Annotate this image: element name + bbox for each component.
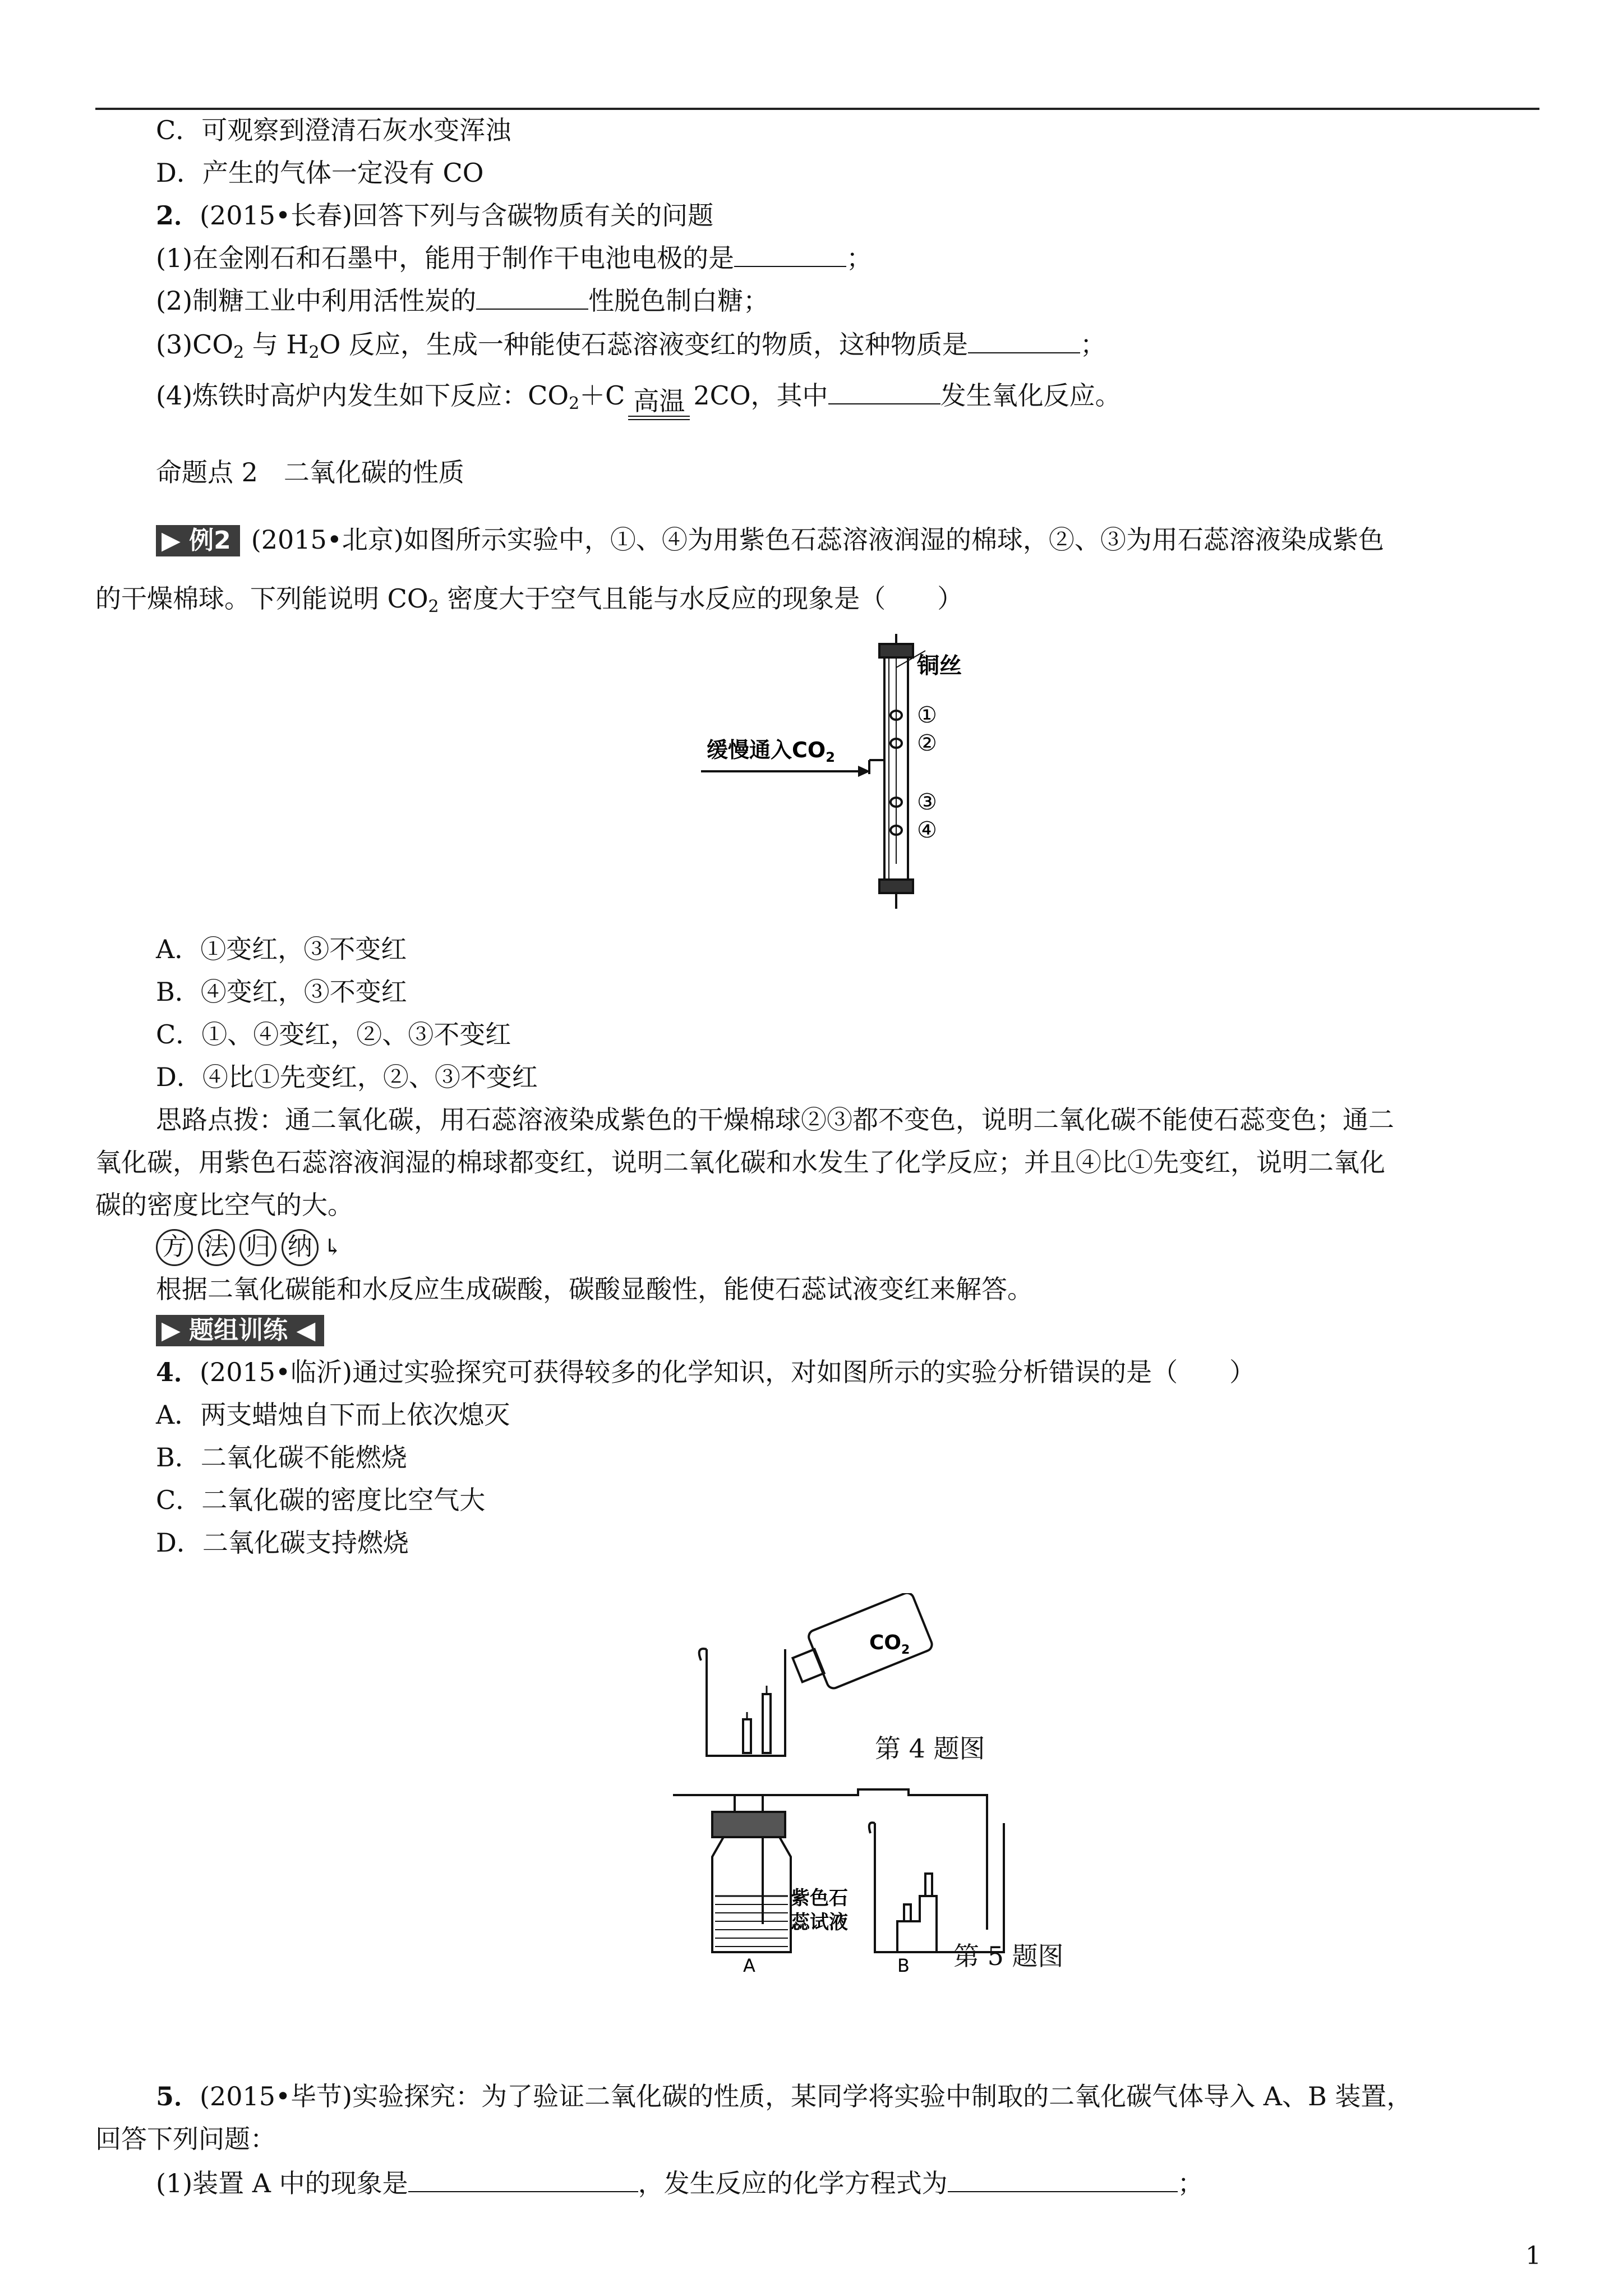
q4-stem	[156, 1354, 1255, 1390]
ex2-option-d: D．④比①先变红，②、③不变红	[156, 1062, 538, 1092]
q5-stem-line2: 回答下列问题：	[95, 2124, 276, 2154]
example-tag-text: 例2	[189, 526, 231, 555]
example2-stem-1: (2015•北京)如图所示实验中，①、④为用紫色石蕊溶液润湿的棉球，②、③为用石蕊溶液染成紫色	[251, 524, 1384, 555]
q2-part1-blank[interactable]	[734, 243, 846, 267]
method-arrow-icon: ↳	[323, 1235, 343, 1260]
q2-part2-end: 性脱色制白糖；	[588, 286, 769, 316]
q4-number: 4．	[156, 1357, 200, 1387]
q4-option-d: D．二氧化碳支持燃烧	[156, 1527, 409, 1558]
top-stopper	[879, 644, 913, 657]
litmus-label-2: 蕊试液	[791, 1911, 848, 1934]
q5-part1-a: (1)装置 A 中的现象是	[156, 2168, 408, 2198]
q1-option-d: D．产生的气体一定没有 CO	[156, 158, 484, 188]
ex2-option-b: B．④变红，③不变红	[156, 977, 407, 1007]
bottle-label-text: CO	[869, 1631, 902, 1654]
q4-option-b: B．二氧化碳不能燃烧	[156, 1442, 407, 1473]
equals-sign	[628, 416, 690, 420]
page-number: 1	[1525, 2242, 1541, 2270]
label-a: A	[743, 1955, 755, 1975]
q4-option-a: A．两支蜡烛自下而上依次熄灭	[156, 1400, 510, 1430]
hint-line1: 思路点拨：通二氧化碳，用石蕊溶液染成紫色的干燥棉球②③都不变色，说明二氧化碳不能使石蕊变色；通二	[156, 1105, 1394, 1135]
co2-bottle	[786, 1593, 934, 1699]
q5-stem-1: (2015•毕节)实验探究：为了验证二氧化碳的性质，某同学将实验中制取的二氧化碳气体导入 A、B 装置，	[200, 2081, 1413, 2111]
marker-2: ②	[917, 730, 937, 756]
section-heading: 命题点 2 二氧化碳的性质	[156, 457, 464, 487]
inlet-label-text: 缓慢通入CO	[707, 738, 826, 762]
inlet-label-sub: 2	[826, 749, 835, 765]
drill-heading	[156, 1312, 335, 1347]
label-b: B	[897, 1955, 910, 1975]
ex2-option-a: A．①变红，③不变红	[156, 934, 407, 964]
q2-part2-text: (2)制糖工业中利用活性炭的	[156, 286, 477, 316]
method-heading	[156, 1226, 342, 1267]
drill-tag-text: 题组训练	[189, 1316, 288, 1345]
q2-part3	[156, 326, 1106, 371]
beaker	[707, 1649, 785, 1756]
candle-low	[904, 1904, 911, 1921]
drill-tag: ▶ 题组训练 ◀	[156, 1315, 324, 1346]
q5-part1-end: ；	[1177, 2168, 1204, 2198]
q5-stem-line1	[156, 2078, 1412, 2114]
method-text: 根据二氧化碳能和水反应生成碳酸，碳酸显酸性，能使石蕊试液变红来解答。	[156, 1274, 1033, 1304]
marker-3: ③	[917, 789, 937, 815]
q2-part3-sub1: 2	[233, 343, 245, 362]
q2-part4-a: (4)炼铁时高炉内发生如下反应：CO	[156, 380, 569, 411]
q5-part1-b: ，发生反应的化学方程式为	[638, 2168, 948, 2198]
q5-caption: 第 5 题图	[953, 1941, 1064, 1971]
example2-stem-2b: 密度大于空气且能与水反应的现象是（ ）	[439, 583, 963, 614]
q2-stem	[156, 197, 713, 233]
bottle-stopper	[712, 1812, 785, 1837]
example-tag: ▶ 例2	[156, 525, 240, 556]
q4-stem-text: (2015•临沂)通过实验探究可获得较多的化学知识，对如图所示的实验分析错误的是（ ）	[200, 1357, 1256, 1387]
header-rule	[95, 108, 1539, 110]
q2-part4-blank[interactable]	[828, 381, 940, 404]
reaction-condition	[628, 386, 690, 429]
q2-part4	[156, 370, 1121, 429]
q2-part3-blank[interactable]	[968, 330, 1080, 353]
example2-line1	[156, 522, 1384, 558]
q2-part3-sub2: 2	[308, 343, 320, 362]
tube-figure	[690, 634, 1026, 914]
q1-option-c: C．可观察到澄清石灰水变浑浊	[156, 115, 511, 145]
ex2-option-c: C．①、④变红，②、③不变红	[156, 1019, 511, 1050]
q2-part1	[156, 240, 872, 276]
q2-part4-sub: 2	[569, 394, 580, 413]
method-char-4: 纳	[282, 1229, 319, 1266]
litmus-label-1: 紫色石	[791, 1887, 848, 1910]
q2-part3-a: (3)CO	[156, 329, 234, 360]
bottle-a	[712, 1837, 791, 1952]
q2-part3-b: 与 H	[244, 329, 309, 360]
candle-short	[743, 1719, 751, 1753]
q2-part4-b: ＋C	[579, 380, 625, 411]
example2-stem-2a: 的干燥棉球。下列能说明 CO	[95, 583, 428, 614]
q2-part2-blank[interactable]	[476, 286, 588, 310]
hint-line2: 氧化碳，用紫色石蕊溶液润湿的棉球都变红，说明二氧化碳和水发生了化学反应；并且④比①先变红，说明二氧化	[95, 1147, 1385, 1177]
q2-part3-c: O 反应，生成一种能使石蕊溶液变红的物质，这种物质是	[319, 329, 968, 360]
q2-stem-text: (2015•长春)回答下列与含碳物质有关的问题	[200, 200, 714, 231]
marker-4: ④	[917, 817, 937, 843]
hint-line3: 碳的密度比空气的大。	[95, 1190, 353, 1220]
q5-part1	[156, 2165, 1204, 2201]
q2-part2	[156, 283, 769, 319]
q5-number: 5．	[156, 2081, 200, 2111]
q5-part1-blank-2[interactable]	[948, 2169, 1178, 2192]
q4-caption: 第 4 题图	[875, 1733, 985, 1764]
example2-line2	[95, 581, 963, 625]
q2-part4-end: 发生氧化反应。	[940, 380, 1121, 411]
q4-option-c: C．二氧化碳的密度比空气大	[156, 1485, 486, 1515]
q2-part1-text: (1)在金刚石和石墨中，能用于制作干电池电极的是	[156, 243, 735, 273]
candle-high	[925, 1874, 932, 1896]
bottom-stopper	[879, 880, 913, 893]
example2-stem-sub: 2	[428, 597, 439, 616]
candle-tall	[763, 1694, 771, 1753]
q2-part3-end: ；	[1080, 329, 1106, 360]
copper-label: 铜丝	[917, 653, 962, 679]
method-char-3: 归	[239, 1229, 276, 1266]
q2-part1-end: ；	[846, 243, 873, 273]
method-char-2: 法	[198, 1229, 235, 1266]
q2-number: 2．	[156, 200, 200, 231]
inlet-label	[707, 738, 835, 765]
reaction-condition-text: 高温	[633, 386, 685, 416]
q2-part4-c: 2CO，其中	[693, 380, 828, 411]
q5-part1-blank-1[interactable]	[408, 2169, 638, 2192]
beaker-b	[875, 1823, 1004, 1952]
bottle-label	[869, 1631, 910, 1657]
marker-1: ①	[917, 702, 937, 728]
method-char-1: 方	[156, 1229, 193, 1266]
bottle-label-sub: 2	[901, 1643, 910, 1657]
